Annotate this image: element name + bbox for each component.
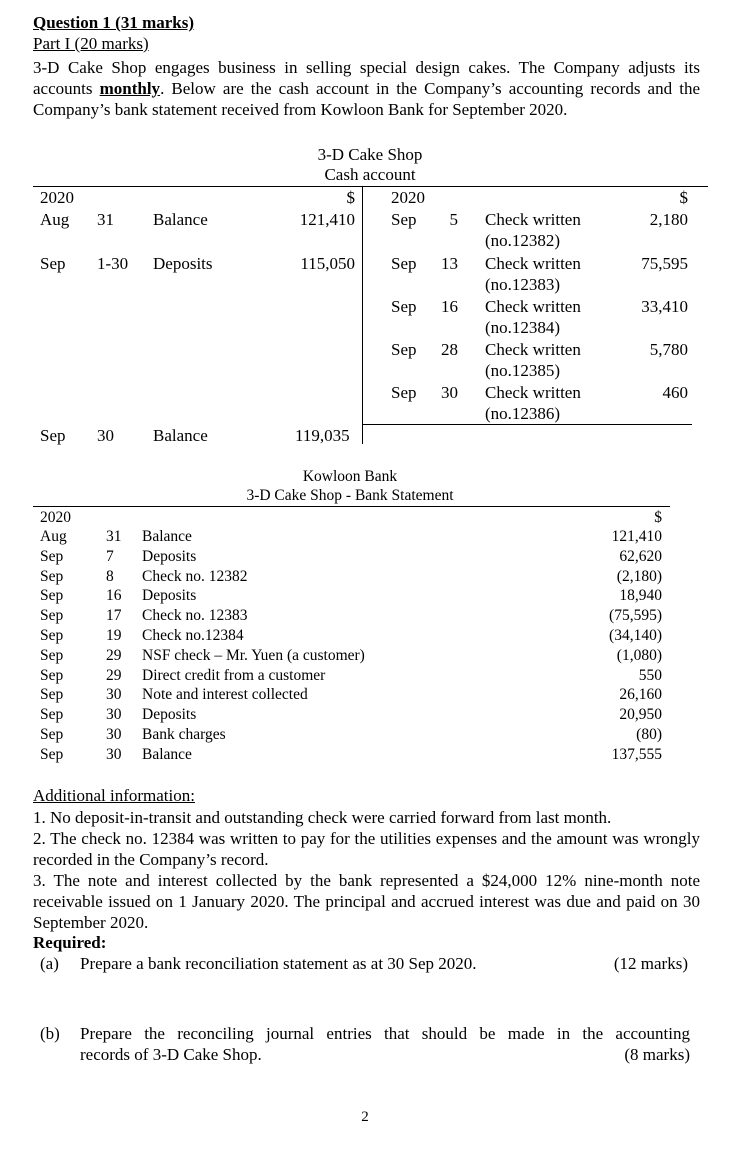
bank-row-desc: Direct credit from a customer	[142, 666, 326, 684]
required-a-label: (a)	[40, 954, 59, 973]
debit-day: 31	[97, 210, 114, 229]
cash-account-credit-rule	[362, 424, 692, 425]
debit-month: Aug	[40, 210, 70, 229]
bank-row-month: Aug	[40, 528, 67, 545]
credit-desc: Check written	[485, 254, 581, 273]
debit-desc: Deposits	[153, 254, 213, 273]
debit-amount: 121,410	[299, 210, 355, 229]
cash-year-right: 2020	[391, 188, 425, 207]
credit-amount: 460	[662, 383, 688, 402]
bank-row-desc: Deposits	[142, 706, 197, 724]
bank-currency: $	[654, 509, 662, 526]
additional-heading: Additional information:	[33, 786, 195, 805]
bank-row-amount: 20,950	[619, 706, 662, 724]
credit-desc-cont: (no.12382)	[485, 231, 561, 250]
bank-row-desc: Balance	[142, 528, 192, 545]
credit-day: 5	[449, 210, 458, 229]
page-number: 2	[361, 1109, 369, 1125]
cash-account-top-rule	[33, 186, 708, 187]
question-title: Question 1 (31 marks)	[33, 13, 195, 32]
bank-name: Kowloon Bank	[302, 468, 398, 485]
bank-row-desc: Bank charges	[142, 726, 226, 743]
credit-amount: 33,410	[641, 297, 688, 316]
credit-month: Sep	[391, 297, 417, 316]
bank-row-month: Sep	[40, 587, 64, 605]
credit-month: Sep	[391, 254, 417, 273]
cash-currency-left: $	[346, 188, 355, 207]
bank-row-day: 7	[106, 547, 114, 565]
cash-currency-right: $	[679, 188, 688, 207]
bank-row-month: Sep	[40, 627, 64, 644]
bank-row-month: Sep	[40, 745, 64, 763]
cash-year-left: 2020	[40, 188, 74, 207]
bank-row-desc: Balance	[142, 745, 192, 763]
bank-row-day: 31	[106, 528, 122, 545]
debit-desc: Balance	[153, 210, 208, 229]
bank-row-day: 29	[106, 646, 122, 664]
required-b-text: Prepare the reconciling journal entries that should be made in the accounting	[80, 1024, 690, 1043]
bank-row-amount: 26,160	[619, 686, 662, 704]
bank-row-month: Sep	[40, 646, 64, 664]
bank-row-desc: Check no.12384	[142, 627, 244, 644]
required-b-marks: (8 marks)	[624, 1045, 690, 1064]
credit-desc: Check written	[485, 383, 581, 402]
credit-desc: Check written	[485, 210, 581, 229]
intro-text-2: . Below are the cash account in the Company’s accounting records and the Company’s bank statement received from Kowloon Bank for September 2020.	[33, 79, 700, 119]
required-b-label: (b)	[40, 1024, 60, 1043]
bank-row-month: Sep	[40, 706, 64, 724]
closing-desc: Balance	[153, 426, 208, 445]
intro-paragraph	[33, 57, 700, 120]
bank-row-month: Sep	[40, 607, 64, 625]
bank-row-day: 19	[106, 627, 122, 644]
bank-row-desc: Deposits	[142, 547, 197, 565]
debit-day: 1-30	[97, 254, 129, 273]
debit-amount: 115,050	[300, 254, 355, 273]
intro-text-1: 3-D Cake Shop engages business in selling special design cakes. The Company adjusts its accounts	[33, 58, 700, 98]
bank-row-month: Sep	[40, 726, 64, 743]
required-a-text: Prepare a bank reconciliation statement as at 30 Sep 2020.	[80, 954, 477, 973]
cash-account-title: Cash account	[324, 165, 416, 184]
bank-row-day: 8	[106, 567, 114, 585]
credit-day: 16	[441, 297, 458, 316]
bank-row-day: 30	[106, 686, 122, 704]
credit-desc-cont: (no.12384)	[485, 318, 561, 337]
bank-row-amount: (75,595)	[609, 607, 662, 625]
bank-row-desc: Check no. 12383	[142, 607, 248, 625]
credit-desc: Check written	[485, 340, 581, 359]
bank-row-month: Sep	[40, 666, 64, 684]
bank-year: 2020	[40, 509, 71, 526]
bank-row-amount: (1,080)	[616, 646, 662, 664]
closing-month: Sep	[40, 426, 66, 445]
bank-row-day: 30	[106, 726, 122, 743]
bank-row-desc: NSF check – Mr. Yuen (a customer)	[142, 646, 365, 664]
bank-row-desc: Deposits	[142, 587, 197, 605]
credit-day: 13	[441, 254, 458, 273]
credit-desc: Check written	[485, 297, 581, 316]
credit-amount: 75,595	[641, 254, 688, 273]
bank-row-month: Sep	[40, 567, 64, 585]
cash-account-center-rule	[362, 186, 363, 444]
additional-item-1: 1. No deposit-in-transit and outstanding check were carried forward from last month.	[33, 808, 612, 827]
bank-row-amount: 62,620	[619, 547, 662, 565]
credit-amount: 5,780	[649, 340, 688, 359]
bank-row-desc: Check no. 12382	[142, 567, 248, 585]
credit-desc-cont: (no.12385)	[485, 361, 561, 380]
bank-row-month: Sep	[40, 686, 64, 704]
bank-row-amount: (34,140)	[609, 627, 662, 644]
bank-row-amount: 550	[638, 666, 662, 684]
bank-row-day: 17	[106, 607, 122, 625]
bank-row-day: 30	[106, 706, 122, 724]
bank-row-day: 30	[106, 745, 122, 763]
bank-row-day: 29	[106, 666, 122, 684]
credit-month: Sep	[391, 210, 417, 229]
required-heading: Required:	[33, 933, 107, 952]
bank-row-amount: (80)	[636, 726, 662, 743]
credit-desc-cont: (no.12386)	[485, 404, 561, 423]
debit-month: Sep	[40, 254, 66, 273]
bank-statement-title: 3-D Cake Shop - Bank Statement	[246, 487, 454, 504]
credit-day: 28	[441, 340, 458, 359]
credit-month: Sep	[391, 340, 417, 359]
credit-desc-cont: (no.12383)	[485, 275, 561, 294]
cash-account-company: 3-D Cake Shop	[317, 145, 423, 164]
bank-row-amount: (2,180)	[616, 567, 662, 585]
bank-row-amount: 137,555	[611, 745, 662, 763]
bank-row-amount: 18,940	[619, 587, 662, 605]
bank-row-amount: 121,410	[611, 528, 662, 545]
bank-row-day: 16	[106, 587, 122, 605]
part-title: Part I (20 marks)	[33, 34, 149, 53]
bank-statement-rule	[33, 506, 670, 507]
credit-day: 30	[441, 383, 458, 402]
bank-row-month: Sep	[40, 547, 64, 565]
additional-item-2: 2. The check no. 12384 was written to pay for the utilities expenses and the amount was wrongly recorded in the Company’s record.	[33, 829, 700, 869]
closing-day: 30	[97, 426, 114, 445]
required-a-marks: (12 marks)	[613, 954, 688, 973]
credit-amount: 2,180	[649, 210, 688, 229]
credit-month: Sep	[391, 383, 417, 402]
closing-amount: 119,035	[295, 426, 350, 445]
bank-row-desc: Note and interest collected	[142, 686, 308, 704]
intro-bold-monthly: monthly	[99, 79, 161, 98]
required-b-text-cont: records of 3-D Cake Shop.	[80, 1045, 262, 1064]
additional-item-3: 3. The note and interest collected by the bank represented a $24,000 12% nine-month note receivable issued on 1 January 2020. The principal and accrued interest was due and paid on 30 September 2020.	[33, 871, 700, 932]
